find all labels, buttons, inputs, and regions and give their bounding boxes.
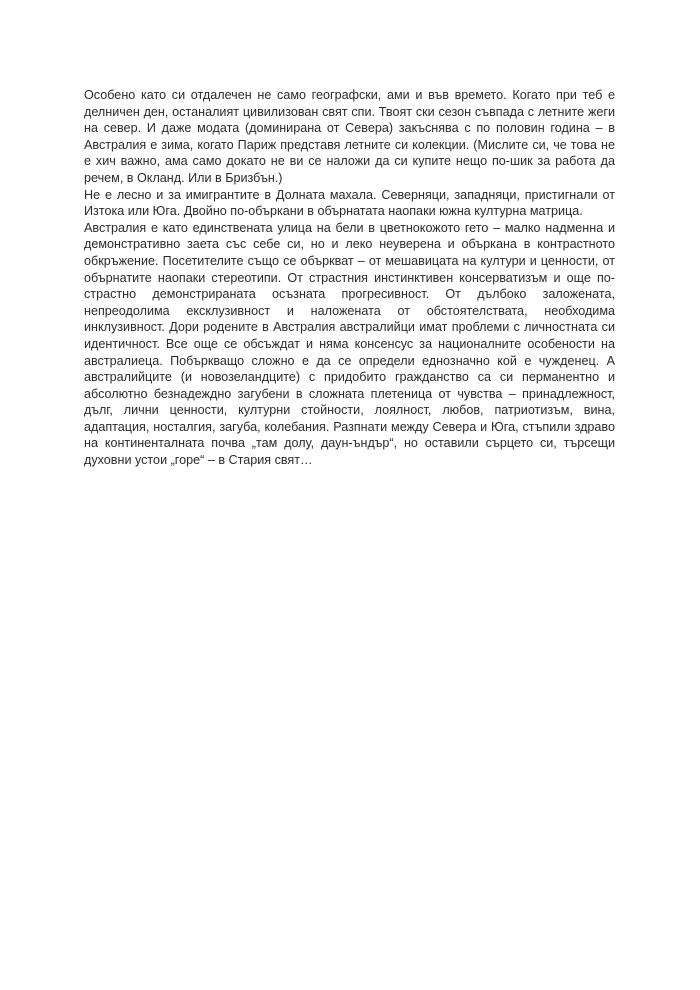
paragraph-1: Особено като си отдалечен не само географски, ами и във времето. Когато при теб е делничен ден, останалият цивилизован свят спи. Твоят ски сезон съвпада с летните жеги на север. И даже модата (доминирана от Севера) закъснява с по половин година – в Австралия е зима, когато Париж представя летните си колекции. (Мислите си, че това не е хич важно, ама само докато не ви се наложи да си купите нещо по-шик за работа да речем, в Окланд. Или в Бризбън.): [84, 88, 615, 185]
body-text: [84, 87, 615, 469]
paragraph-2: Не е лесно и за имигрантите в Долната махала. Северняци, западняци, пристигнали от Изтока или Юга. Двойно по-объркани в обърнатата наопаки южна културна матрица.: [84, 187, 615, 219]
paragraph-3: Австралия е като единствената улица на бели в цветнокожото гето – малко надменна и демонстративно заета със себе си, но и леко неуверена и объркана в контрастното обкръжение. Посетителите също се объркват – от мешавицата на култури и ценности, от обърнатите наопаки стереотипи. От страстния инстинктивен консерватизъм и още по-страстно демонстрираната осъзната прогресивност. От дълбоко заложената, непреодолима ексклузивност и наложената от обстоятелствата, необходима инклузивност. Дори родените в Австралия австралийци имат проблеми с личностната си идентичност. Все още се обсъждат и няма консенсус за националните особености на австралиеца. Побъркващо сложно е да се определи еднозначно кой е чужденец. А австралийците (и новозеландците) с придобито гражданство са си перманентно и абсолютно безнадеждно загубени в сложната плетеница от чувства – принадлежност, дълг, лични ценности, културни стойности, лоялност, любов, патриотизъм, вина, адаптация, носталгия, загуба, колебания. Разпнати между Севера и Юга, стъпили здраво на континенталната почва „там долу, даун-ъндър“, но оставили сърцето си, търсещи духовни устои „горе“ – в Стария свят…: [84, 220, 615, 468]
